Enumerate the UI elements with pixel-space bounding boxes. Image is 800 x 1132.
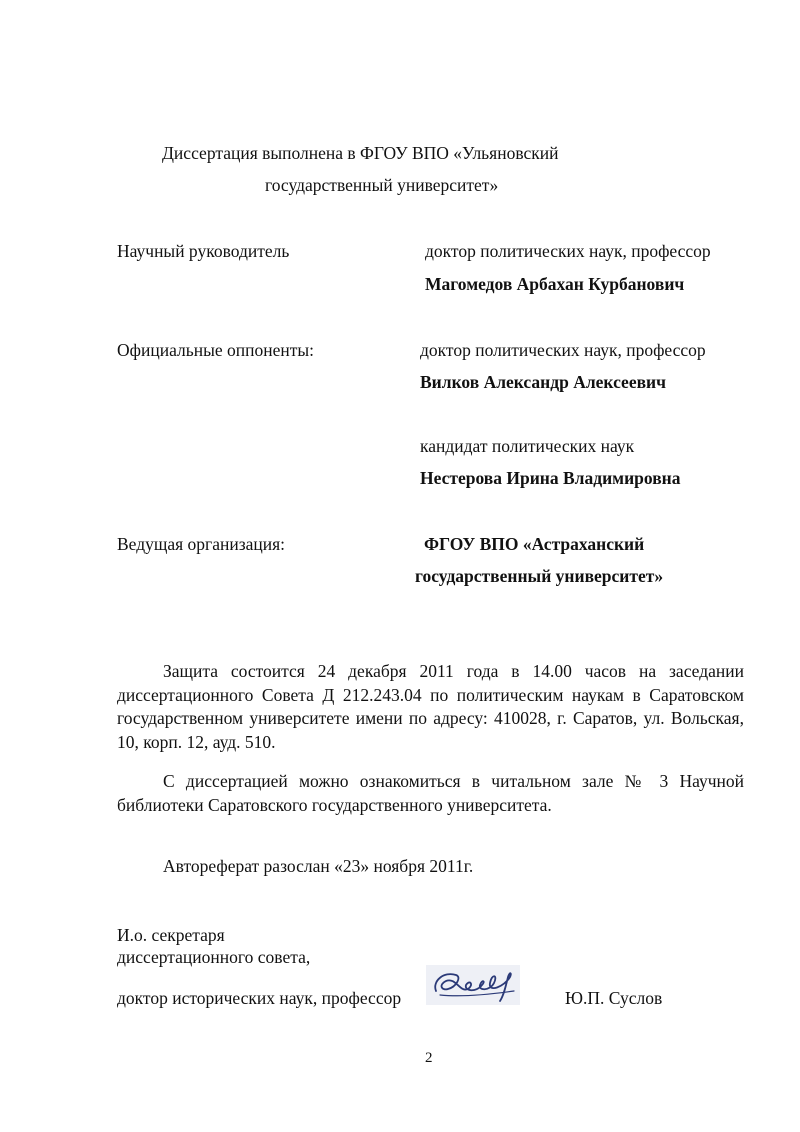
secretary-line-2: диссертационного совета, <box>117 947 311 967</box>
secretary-line-1: И.о. секретаря <box>117 925 225 945</box>
header-line-1: Диссертация выполнена в ФГОУ ВПО «Ульяновский <box>162 143 559 163</box>
supervisor-title: доктор политических наук, профессор <box>425 241 711 261</box>
lead-org-line-1: ФГОУ ВПО «Астраханский <box>424 534 645 554</box>
supervisor-label: Научный руководитель <box>117 241 290 261</box>
defense-text: Защита состоится 24 декабря 2011 года в 14.00 часов на заседании диссертационного Совета Д 212.243.04 по политическим наукам в Саратовском государственном университете имени по адресу: 410028, г. Саратов, ул. Вольская, 10, корп. 12, ауд. 510. <box>117 661 744 752</box>
opponent-1-name: Вилков Александр Алексеевич <box>420 372 666 392</box>
secretary-line-3: доктор исторических наук, профессор <box>117 988 402 1008</box>
defense-paragraph <box>117 660 744 754</box>
lead-org-line-2: государственный университет» <box>415 566 664 586</box>
signature-icon <box>426 963 522 1009</box>
header-line-2: государственный университет» <box>265 175 499 195</box>
secretary-name: Ю.П. Суслов <box>565 988 663 1008</box>
sent-date: Автореферат разослан «23» ноября 2011г. <box>163 856 474 876</box>
supervisor-name: Магомедов Арбахан Курбанович <box>425 274 685 294</box>
page-number: 2 <box>425 1050 433 1066</box>
opponent-1-title: доктор политических наук, профессор <box>420 340 706 360</box>
library-paragraph <box>117 770 744 817</box>
opponent-2-title: кандидат политических наук <box>420 436 635 456</box>
opponents-label: Официальные оппоненты: <box>117 340 314 360</box>
opponent-2-name: Нестерова Ирина Владимировна <box>420 468 681 488</box>
lead-org-label: Ведущая организация: <box>117 534 286 554</box>
library-text: С диссертацией можно ознакомиться в читальном зале № 3 Научной библиотеки Саратовского государственного университета. <box>117 771 744 815</box>
